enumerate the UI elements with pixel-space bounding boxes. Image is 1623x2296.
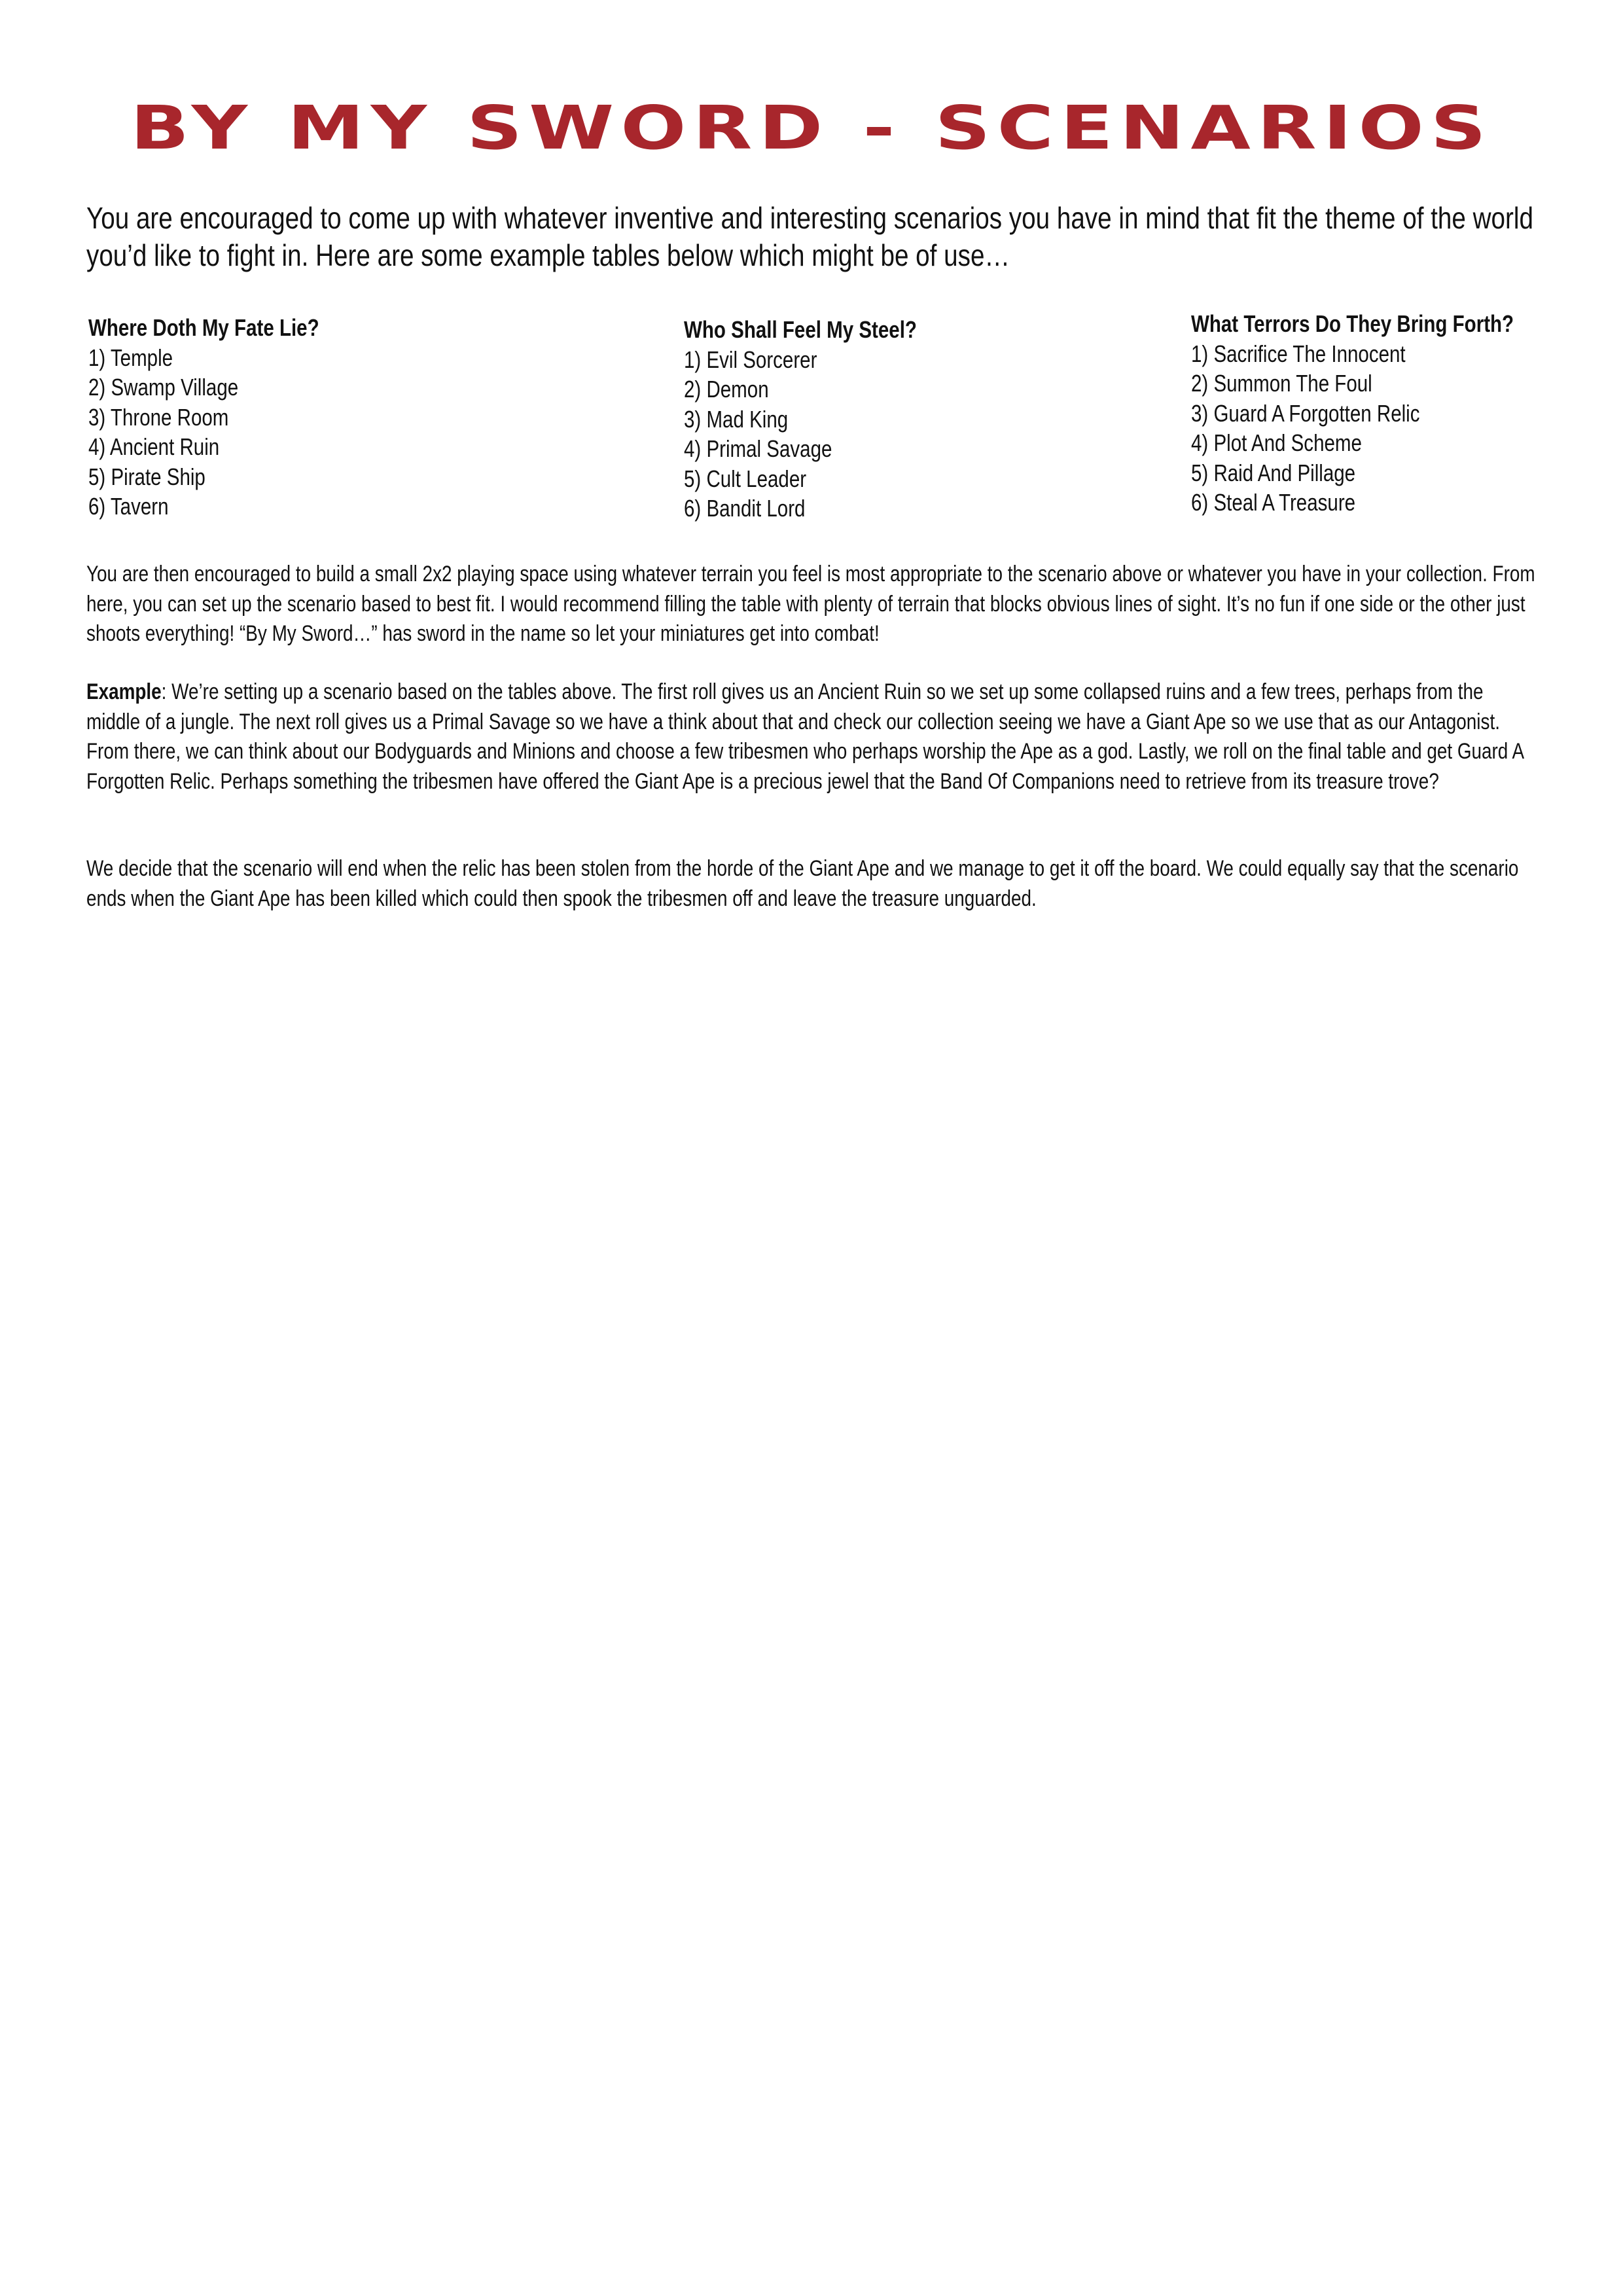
list-item: 5) Cult Leader (684, 465, 807, 492)
list-item: 3) Guard A Forgotten Relic (1191, 399, 1420, 427)
list-item: 3) Throne Room (88, 403, 229, 431)
table-list (1191, 339, 1514, 518)
example-label: Example (86, 679, 162, 704)
page-title: BY MY SWORD - SCENARIOS (130, 92, 1493, 163)
intro-paragraph: You are encouraged to come up with whatever inventive and interesting scenarios you have in mind that fit the theme of the world you’d like to fight in. Here are some example tables below which might be of use… (86, 201, 1533, 272)
example-text: : We’re setting up a scenario based on the tables above. The first roll gives us an Ancient Ruin so we set up some collapsed ruins and a few trees, perhaps from the middle of a jungle. The next roll gives us a Primal Savage so we have a think about that and check our collection seeing we have a Giant Ape so we use that as our Antagonist. From there, we can think about our Bodyguards and Minions and choose a few tribesmen who perhaps worship the Ape as a god. Lastly, we roll on the final table and get Guard A Forgotten Relic. Perhaps something the tribesmen have offered the Giant Ape is a precious jewel that the Band Of Companions need to retrieve from its treasure trove? (86, 679, 1524, 794)
list-item: 5) Pirate Ship (88, 463, 205, 490)
list-item: 1) Temple (88, 344, 173, 371)
table-terrors (1191, 309, 1584, 518)
table-fate (88, 313, 370, 522)
ending-paragraph: We decide that the scenario will end when the relic has been stolen from the horde of the Giant Ape and we manage to get it off the board. We could equally say that the scenario ends when the Giant Ape has been killed which could then spook the tribesmen off and leave the treasure unguarded. (86, 856, 1519, 911)
table-steel (684, 315, 968, 524)
list-item: 1) Evil Sorcerer (684, 346, 817, 373)
list-item: 6) Tavern (88, 493, 169, 520)
list-item: 5) Raid And Pillage (1191, 459, 1356, 486)
table-heading: What Terrors Do They Bring Forth? (1191, 310, 1514, 337)
list-item: 2) Summon The Foul (1191, 370, 1372, 397)
list-item: 2) Swamp Village (88, 374, 239, 401)
list-item: 3) Mad King (684, 405, 789, 433)
list-item: 6) Steal A Treasure (1191, 489, 1356, 516)
setup-paragraph: You are then encouraged to build a small 2x2 playing space using whatever terrain you feel is most appropriate to the scenario above or whatever you have in your collection. From here, you can set up the scenario based to best fit. I would recommend filling the table with plenty of terrain that blocks obvious lines of sight. It’s no fun if one side or the other just shoots everything! “By My Sword…” has sword in the name so let your miniatures get into combat! (86, 562, 1535, 646)
table-heading: Who Shall Feel My Steel? (684, 316, 917, 343)
list-item: 2) Demon (684, 376, 769, 403)
list-item: 4) Ancient Ruin (88, 433, 220, 460)
example-paragraph (86, 677, 1535, 797)
list-item: 4) Primal Savage (684, 435, 832, 462)
table-heading: Where Doth My Fate Lie? (88, 314, 319, 341)
table-list (684, 345, 917, 524)
table-list (88, 343, 319, 522)
list-item: 4) Plot And Scheme (1191, 429, 1362, 456)
list-item: 1) Sacrifice The Innocent (1191, 340, 1406, 367)
list-item: 6) Bandit Lord (684, 495, 806, 522)
